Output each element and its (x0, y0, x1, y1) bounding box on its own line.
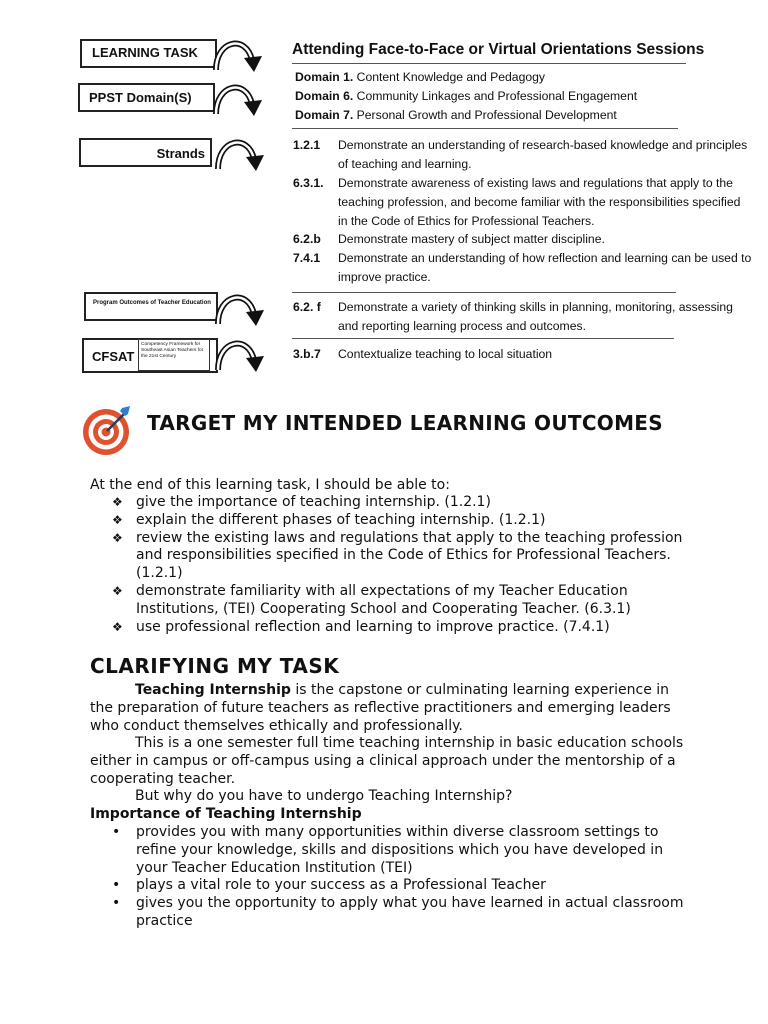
clarify-heading: CLARIFYING MY TASK (90, 654, 340, 678)
program-outcomes-label: Program Outcomes of Teacher Education (93, 300, 211, 306)
divider (292, 338, 674, 339)
cfsat-note (138, 339, 210, 371)
importance-list (90, 824, 690, 931)
list-item: • provides you with many opportunities within diverse classroom settings to refine your knowledge, skills and dispositions which you have developed in your Teacher Education Institution (TEI) (112, 824, 664, 876)
program-outcome-item: 6.2. f Demonstrate a variety of thinking skills in planning, monitoring, assessing and reporting learning process and outcomes. (293, 300, 733, 333)
list-item: ❖ demonstrate familiarity with all expectations of my Teacher Education Institutions, (TEI) Cooperating School and Cooperating Teacher. (6.3.1) (112, 582, 631, 617)
outcomes-intro: At the end of this learning task, I should be able to: (90, 477, 450, 493)
target-icon (82, 404, 134, 456)
divider (292, 128, 678, 129)
importance-heading: Importance of Teaching Internship (90, 806, 362, 822)
curved-arrow-icon (210, 129, 266, 171)
program-outcomes-box (84, 292, 218, 321)
curved-arrow-icon (208, 74, 264, 116)
strands-label: Strands (156, 146, 205, 161)
list-item: ❖ use professional reflection and learning to improve practice. (7.4.1) (112, 618, 610, 635)
learning-task-label: LEARNING TASK (92, 45, 198, 60)
strands-box (79, 138, 212, 167)
list-item: ❖ give the importance of teaching internship. (1.2.1) (112, 494, 491, 510)
list-item: ❖ review the existing laws and regulations that apply to the teaching profession and responsibilities specified in the Code of Ethics for Professional Teachers. (1.2.1) (112, 529, 683, 582)
divider (292, 63, 686, 64)
strand-item: 7.4.1 Demonstrate an understanding of how reflection and learning can be used to improve practice. (293, 251, 752, 284)
paragraph: But why do you have to undergo Teaching Internship? (135, 788, 513, 804)
divider (292, 292, 676, 293)
curved-arrow-icon (208, 30, 264, 72)
ppst-domain-label: PPST Domain(S) (89, 90, 192, 105)
strand-item: 6.3.1. Demonstrate awareness of existing laws and regulations that apply to the teaching profession, and become familiar with the responsibilities specified in the Code of Ethics for Professional Teachers. (293, 176, 741, 228)
cfsat-label: CFSAT (92, 349, 135, 364)
learning-task-box (80, 39, 217, 68)
list-item: • plays a vital role to your success as a Professional Teacher (112, 877, 546, 894)
cfsat-item: 3.b.7 Contextualize teaching to local situation (293, 347, 553, 361)
strand-item: 1.2.1 Demonstrate an understanding of research-based knowledge and principles of teaching and learning. (293, 138, 748, 171)
ppst-domain-box (78, 83, 215, 112)
curved-arrow-icon (210, 284, 266, 326)
cfsat-note-text: Competency Framework for Southeast Asian Teachers for the 21st Century (141, 342, 204, 359)
domain-line: Domain 1. Content Knowledge and Pedagogy (295, 70, 546, 84)
paragraph: This is a one semester full time teaching internship in basic education schools either in campus or off-campus using a clinical approach under the mentorship of a cooperating teacher. (90, 735, 684, 787)
list-item: • gives you the opportunity to apply what you have learned in actual classroom practice (112, 895, 684, 929)
curved-arrow-icon (210, 330, 266, 372)
list-item: ❖ explain the different phases of teaching internship. (1.2.1) (112, 511, 546, 528)
task-title: Attending Face-to-Face or Virtual Orientations Sessions (292, 41, 705, 58)
outcomes-list (90, 494, 690, 636)
target-heading: TARGET MY INTENDED LEARNING OUTCOMES (147, 411, 663, 435)
domain-line: Domain 6. Community Linkages and Professional Engagement (295, 89, 638, 103)
strand-item: 6.2.b Demonstrate mastery of subject matter discipline. (293, 232, 605, 246)
domain-line: Domain 7. Personal Growth and Professional Development (295, 108, 617, 122)
paragraph: Teaching Internship is the capstone or culminating learning experience in the preparation of future teachers as reflective practitioners and emerging leaders who conduct themselves ethically and professionally. (90, 682, 671, 734)
